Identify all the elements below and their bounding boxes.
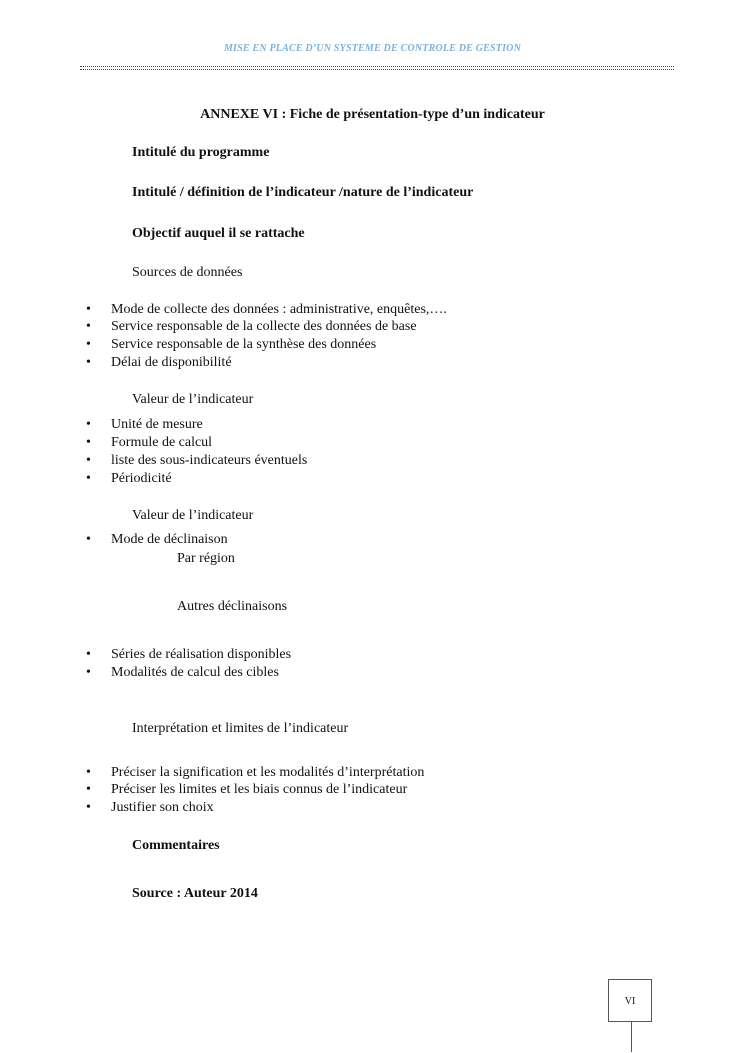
list-item-text: Modalités de calcul des cibles <box>111 665 279 680</box>
bullet-dot: • <box>86 782 91 797</box>
list-item-text: Préciser la signification et les modalités d’interprétation <box>111 765 425 780</box>
section-commentaires: Commentaires <box>132 838 220 853</box>
list-item <box>86 471 172 487</box>
list-item-text: Séries de réalisation disponibles <box>111 647 292 662</box>
list-item <box>86 453 307 469</box>
section-sources: Sources de données <box>132 265 243 280</box>
list-item-text: liste des sous-indicateurs éventuels <box>111 453 308 468</box>
page-number-tick <box>631 1022 632 1052</box>
bullet-dot: • <box>86 302 91 317</box>
bullet-dot: • <box>86 665 91 680</box>
list-item <box>86 800 214 816</box>
list-item-text: Formule de calcul <box>111 435 213 450</box>
section-objectif: Objectif auquel il se rattache <box>132 226 305 241</box>
bullet-dot: • <box>86 453 91 468</box>
sub-item-region: Par région <box>177 551 235 566</box>
list-item <box>86 532 228 548</box>
list-item <box>86 337 376 353</box>
list-item <box>86 302 447 318</box>
page-number: VI <box>608 979 652 1022</box>
list-item-text: Préciser les limites et les biais connus de l’indicateur <box>111 782 408 797</box>
source-note: Source : Auteur 2014 <box>132 886 258 901</box>
section-programme: Intitulé du programme <box>132 145 270 160</box>
bullet-dot: • <box>86 355 91 370</box>
bullet-dot: • <box>86 435 91 450</box>
bullet-dot: • <box>86 532 91 547</box>
list-item <box>86 782 407 798</box>
list-item <box>86 319 417 335</box>
list-item-text: Périodicité <box>111 471 172 486</box>
section-valeur-2: Valeur de l’indicateur <box>132 508 254 523</box>
bullet-dot: • <box>86 337 91 352</box>
header-divider <box>80 66 674 67</box>
bullet-dot: • <box>86 471 91 486</box>
list-item <box>86 435 212 451</box>
list-item-text: Mode de collecte des données : administrative, enquêtes,…. <box>111 302 447 317</box>
list-item <box>86 765 424 781</box>
list-item <box>86 355 232 371</box>
bullet-dot: • <box>86 765 91 780</box>
bullet-dot: • <box>86 319 91 334</box>
list-item <box>86 665 279 681</box>
list-item-text: Unité de mesure <box>111 417 203 432</box>
sub-item-autres: Autres déclinaisons <box>177 599 288 614</box>
section-definition: Intitulé / définition de l’indicateur /nature de l’indicateur <box>132 185 474 200</box>
list-item <box>86 647 291 663</box>
list-item <box>86 417 203 433</box>
list-item-text: Service responsable de la collecte des données de base <box>111 319 417 334</box>
bullet-dot: • <box>86 800 91 815</box>
list-item-text: Mode de déclinaison <box>111 532 228 547</box>
list-item-text: Service responsable de la synthèse des données <box>111 337 377 352</box>
bullet-dot: • <box>86 417 91 432</box>
header-divider-secondary <box>80 69 674 70</box>
section-valeur: Valeur de l’indicateur <box>132 392 254 407</box>
annex-title: ANNEXE VI : Fiche de présentation-type d’un indicateur <box>200 107 545 122</box>
running-header: MISE EN PLACE D’UN SYSTEME DE CONTROLE DE GESTION <box>223 43 522 54</box>
section-interpretation: Interprétation et limites de l’indicateur <box>132 721 349 736</box>
list-item-text: Justifier son choix <box>111 800 214 815</box>
list-item-text: Délai de disponibilité <box>111 355 232 370</box>
bullet-dot: • <box>86 647 91 662</box>
